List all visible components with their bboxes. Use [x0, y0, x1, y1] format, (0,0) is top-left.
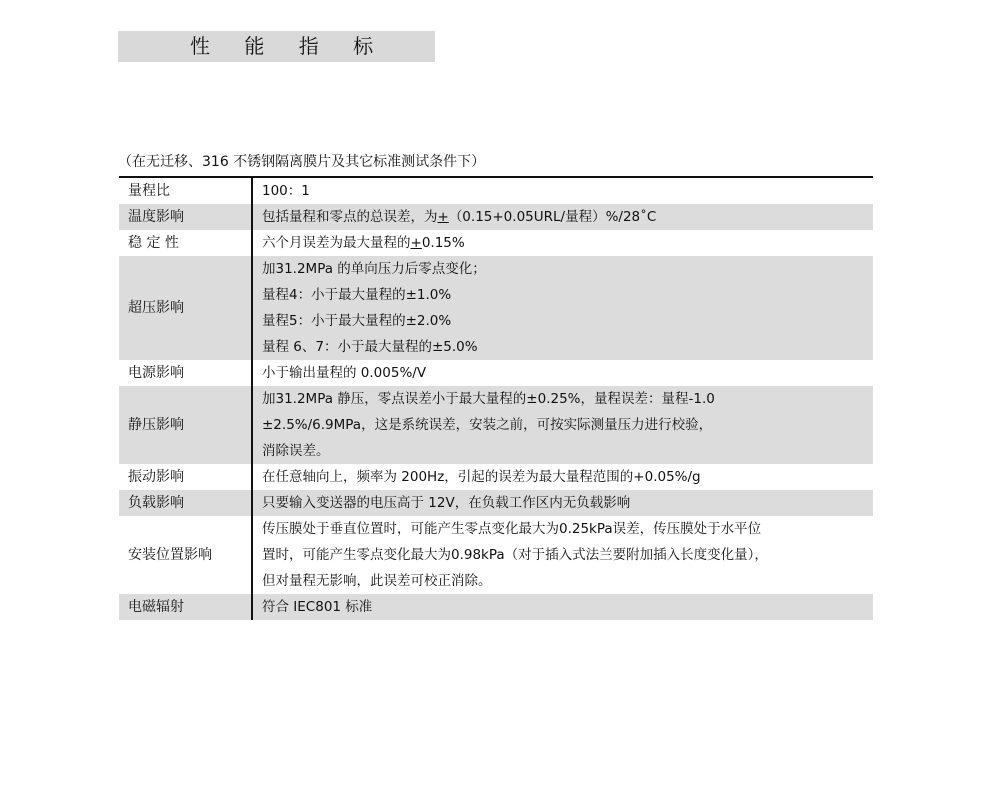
value-line: 传压膜处于垂直位置时，可能产生零点变化最大为0.25kPa误差，传压膜处于水平位 — [262, 521, 762, 537]
plus-minus-sign: + — [437, 209, 449, 225]
value-line: 加31.2MPa 的单向压力后零点变化； — [262, 261, 486, 277]
row-value — [253, 230, 873, 256]
value-text: （0.15+0.05URL/量程）%/28˚C — [448, 209, 657, 225]
value-line: 量程 6、7：小于最大量程的±5.0% — [262, 339, 478, 355]
row-label: 振动影响 — [119, 464, 253, 490]
spec-row-static-pressure-effect — [119, 386, 873, 464]
row-value — [253, 360, 873, 386]
page-title: 性 能 指 标 — [190, 34, 388, 58]
spec-row-stability — [119, 230, 873, 256]
row-label: 电磁辐射 — [119, 594, 253, 620]
row-value — [253, 178, 873, 204]
spec-row-load-effect — [119, 490, 873, 516]
spec-row-rangeability — [119, 178, 873, 204]
value-line: 量程5：小于最大量程的±2.0% — [262, 313, 452, 329]
value-line: ±2.5%/6.9MPa，这是系统误差，安装之前，可按实际测量压力进行校验， — [262, 417, 713, 433]
row-label: 超压影响 — [119, 256, 253, 360]
spec-row-emi — [119, 594, 873, 620]
value-line — [262, 204, 867, 230]
value-line: 消除误差。 — [262, 443, 330, 459]
row-value — [253, 256, 873, 360]
row-label: 量程比 — [119, 178, 253, 204]
row-label: 负载影响 — [119, 490, 253, 516]
row-value — [253, 204, 873, 230]
value-line: 量程4：小于最大量程的±1.0% — [262, 287, 452, 303]
test-conditions-note: （在无迁移、316 不锈钢隔离膜片及其它标准测试条件下） — [118, 154, 486, 170]
spec-row-vibration-effect — [119, 464, 873, 490]
row-value — [253, 490, 873, 516]
spec-row-power-supply-effect — [119, 360, 873, 386]
value-line: 只要输入变送器的电压高于 12V，在负载工作区内无负载影响 — [262, 495, 631, 511]
value-line: 100：1 — [262, 183, 310, 199]
spec-row-overpressure-effect — [119, 256, 873, 360]
spec-table — [119, 176, 873, 620]
value-text: 六个月误差为最大量程的 — [262, 235, 411, 251]
row-label: 电源影响 — [119, 360, 253, 386]
value-line: 在任意轴向上，频率为 200Hz，引起的误差为最大量程范围的+0.05%/g — [262, 469, 701, 485]
row-label: 温度影响 — [119, 204, 253, 230]
value-line — [262, 230, 867, 256]
plus-minus-sign: + — [410, 235, 422, 251]
row-label: 静压影响 — [119, 386, 253, 464]
row-label: 稳 定 性 — [119, 230, 253, 256]
value-line: 但对量程无影响，此误差可校正消除。 — [262, 573, 492, 589]
row-value — [253, 464, 873, 490]
spec-row-temperature-effect — [119, 204, 873, 230]
spec-row-mounting-position-effect — [119, 516, 873, 594]
value-line: 小于输出量程的 0.005%/V — [262, 365, 427, 381]
row-value — [253, 594, 873, 620]
value-text: 0.15% — [421, 235, 465, 251]
title-bar — [118, 31, 435, 62]
value-line: 加31.2MPa 静压，零点误差小于最大量程的±0.25%，量程误差：量程-1.0 — [262, 391, 715, 407]
row-value — [253, 386, 873, 464]
value-line: 置时，可能产生零点变化最大为0.98kPa（对于插入式法兰要附加插入长度变化量）， — [262, 547, 768, 563]
value-line: 符合 IEC801 标准 — [262, 599, 373, 615]
value-text: 包括量程和零点的总误差，为 — [262, 209, 438, 225]
row-value — [253, 516, 873, 594]
row-label: 安装位置影响 — [119, 516, 253, 594]
